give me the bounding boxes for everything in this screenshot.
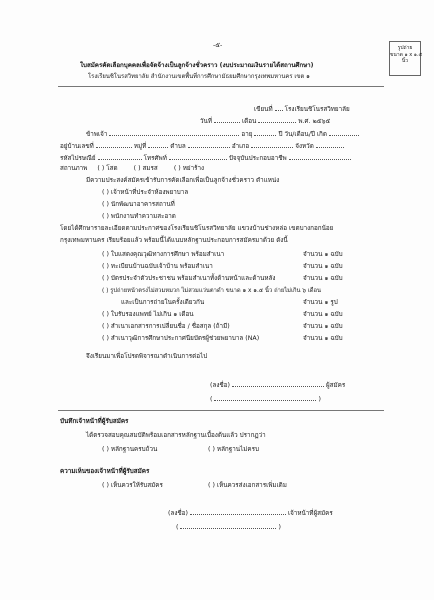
tambon-field[interactable] bbox=[188, 141, 230, 148]
phone-field[interactable] bbox=[169, 153, 227, 160]
doc-4-qty: จำนวน ๑ รูป bbox=[303, 299, 338, 306]
phone-label: โทรศัพท์ bbox=[143, 155, 167, 162]
date-month-field[interactable] bbox=[258, 116, 296, 123]
marital-married-checkbox[interactable]: ( ) สมรส bbox=[133, 165, 158, 172]
doc-5-checkbox[interactable]: ( ) ใบรับรองแพทย์ ไม่เกิน ๑ เดือน bbox=[102, 311, 194, 318]
birthdate-label: ปี วัน/เดือน/ปี เกิด bbox=[278, 131, 327, 138]
birthdate-field[interactable] bbox=[329, 129, 359, 136]
officer-signature-field[interactable] bbox=[190, 508, 286, 515]
written-at-row bbox=[254, 104, 350, 114]
name-row bbox=[86, 129, 359, 139]
province-field[interactable] bbox=[316, 141, 344, 148]
form-subtitle: โรงเรียนชิโนรสวิทยาลัย สำนักงานเขตพื้นที่การศึกษามัธยมศึกษากรุงเทพมหานคร เขต ๑ bbox=[88, 74, 310, 80]
name-label: ข้าพเจ้า bbox=[86, 131, 108, 138]
applicant-label: ผู้สมัคร bbox=[325, 382, 346, 389]
moo-label: หมู่ที่ bbox=[133, 143, 147, 150]
declaration-line1: โดยได้ศึกษารายละเอียดตามประกาศของโรงเรียนชิโนรสวิทยาลัย แขวงบ้านช่างหล่อ เขตบางกอกน้อย bbox=[60, 225, 334, 232]
doc-7-checkbox[interactable]: ( ) สำเนาวุฒิการศึกษาประกาศนียบัตรผู้ช่วยพยาบาล (NA) bbox=[102, 335, 260, 342]
officer-opinion-title: ความเห็นของเจ้าหน้าที่ผู้รับสมัคร bbox=[60, 468, 150, 475]
officer-printed-name-field[interactable] bbox=[180, 522, 276, 529]
officer-record-title: บันทึกเจ้าหน้าที่ผู้รับสมัคร bbox=[60, 418, 129, 425]
marital-divorced-checkbox[interactable]: ( ) หย่าร้าง bbox=[173, 165, 205, 172]
occupation-label: ปัจจุบันประกอบอาชีพ bbox=[228, 155, 287, 162]
photo-box-line3: นิ้ว bbox=[401, 58, 409, 64]
age-field[interactable] bbox=[254, 129, 276, 136]
form-title: ใบสมัครคัดเลือกบุคคลเพื่อจัดจ้างเป็นลูกจ้างชั่วคราว (งบประมาณเงินรายได้สถานศึกษา) bbox=[80, 62, 314, 69]
photo-box-line1: รูปถ่าย bbox=[397, 45, 413, 51]
applicant-signature-row bbox=[210, 380, 345, 390]
doc-1-checkbox[interactable]: ( ) ใบแสดงคุณวุฒิทางการศึกษา พร้อมสำเนา bbox=[102, 251, 225, 258]
tambon-label: ตำบล bbox=[170, 143, 186, 150]
date-year-label: พ.ศ. bbox=[298, 118, 311, 125]
doc-3-checkbox[interactable]: ( ) บัตรประจำตัวประชาชน พร้อมสำเนาทั้งด้านหน้าและด้านหลัง bbox=[102, 275, 276, 282]
apply-intro: มีความประสงค์สมัครเข้ารับการคัดเลือกเพื่อเป็นลูกจ้างชั่วคราว ตำแหน่ง bbox=[86, 177, 280, 184]
position-building-checkbox[interactable]: ( ) นักพัฒนาอาคารสถานที่ bbox=[102, 201, 175, 208]
house-label: อยู่บ้านเลขที่ bbox=[60, 143, 94, 150]
occupation-field[interactable] bbox=[289, 153, 351, 160]
marital-row bbox=[60, 165, 204, 173]
name-field[interactable] bbox=[109, 129, 239, 136]
written-at-value[interactable]: โรงเรียนชิโนรสวิทยาลัย bbox=[284, 106, 350, 113]
closing-text: จึงเรียนมาเพื่อโปรดพิจารณาดำเนินการต่อไป bbox=[86, 353, 208, 360]
date-row bbox=[200, 116, 330, 126]
date-day-label: วันที่ bbox=[200, 118, 212, 125]
date-year-value: ๒๕๖๕ bbox=[312, 118, 331, 125]
officer-signature-row bbox=[168, 508, 333, 518]
officer-record-text: ได้ตรวจสอบคุณสมบัติพร้อมเอกสารหลักฐานเบื้องต้นแล้ว ปรากฏว่า bbox=[86, 432, 266, 439]
marital-label: สถานภาพ bbox=[60, 165, 88, 172]
applicant-printed-name-field[interactable] bbox=[214, 394, 316, 401]
applicant-sign-label: (ลงชื่อ) bbox=[210, 382, 230, 389]
address-row bbox=[60, 141, 344, 151]
officer-printed-name-row: ( ) bbox=[176, 524, 281, 531]
doc-4-continued: และเป็นการถ่ายในครั้งเดียวกัน bbox=[121, 299, 205, 306]
date-month-label: เดือน bbox=[242, 118, 257, 125]
doc-7-qty: จำนวน ๑ ฉบับ bbox=[303, 335, 343, 342]
officer-label: เจ้าหน้าที่ผู้สมัคร bbox=[287, 510, 333, 517]
photo-box bbox=[389, 41, 421, 76]
opinion-more-docs-checkbox[interactable]: ( ) เห็นควรส่งเอกสารเพิ่มเติม bbox=[208, 482, 287, 489]
applicant-printed-name-row: ( ) bbox=[210, 396, 321, 403]
header-divider bbox=[58, 86, 384, 87]
postcode-label: รหัสไปรษณีย์ bbox=[60, 155, 96, 162]
age-label: อายุ bbox=[241, 131, 253, 138]
doc-2-checkbox[interactable]: ( ) ทะเบียนบ้านฉบับเจ้าบ้าน พร้อมสำเนา bbox=[102, 263, 213, 270]
province-label: จังหวัด bbox=[295, 143, 314, 150]
house-field[interactable] bbox=[96, 141, 132, 148]
date-day-field[interactable] bbox=[214, 116, 240, 123]
doc-5-qty: จำนวน ๑ ฉบับ bbox=[303, 311, 343, 318]
doc-6-checkbox[interactable]: ( ) สำเนาเอกสารการเปลี่ยนชื่อ / ชื่อสกุล (ถ้ามี) bbox=[102, 323, 230, 330]
written-at-label: เขียนที่ bbox=[254, 106, 273, 113]
page-number: -๕- bbox=[213, 42, 223, 49]
photo-box-line2: ขนาด ๑ x ๑.๕ bbox=[390, 51, 423, 58]
declaration-line2: กรุงเทพมหานคร เรียบร้อยแล้ว พร้อมนี้ได้แนบหลักฐานประกอบการสมัครมาด้วย ดังนี้ bbox=[60, 237, 288, 244]
postcode-field[interactable] bbox=[98, 153, 142, 160]
amphoe-field[interactable] bbox=[251, 141, 293, 148]
contact-row bbox=[60, 153, 351, 163]
doc-1-qty: จำนวน ๑ ฉบับ bbox=[303, 251, 343, 258]
section-divider bbox=[58, 410, 384, 411]
officer-sign-label: (ลงชื่อ) bbox=[168, 510, 188, 517]
applicant-signature-field[interactable] bbox=[232, 380, 324, 387]
marital-single-checkbox[interactable]: ( ) โสด bbox=[97, 165, 118, 172]
doc-4-checkbox[interactable]: ( ) รูปถ่ายหน้าตรงไม่สวมหมวก ไม่สวมแว่นตาดำ ขนาด ๑ x ๑.๕ นิ้ว ถ่ายไม่เกิน ๖ เดือน bbox=[102, 288, 322, 294]
amphoe-label: อำเภอ bbox=[231, 143, 250, 150]
opinion-accept-checkbox[interactable]: ( ) เห็นควรให้รับสมัคร bbox=[102, 482, 163, 489]
doc-6-qty: จำนวน ๑ ฉบับ bbox=[303, 323, 343, 330]
evidence-complete-checkbox[interactable]: ( ) หลักฐานครบถ้วน bbox=[102, 446, 158, 453]
position-cleaner-checkbox[interactable]: ( ) พนักงานทำความสะอาด bbox=[102, 213, 176, 220]
moo-field[interactable] bbox=[148, 141, 168, 148]
doc-3-qty: จำนวน ๑ ฉบับ bbox=[303, 275, 343, 282]
evidence-incomplete-checkbox[interactable]: ( ) หลักฐานไม่ครบ bbox=[208, 446, 259, 453]
position-nurse-checkbox[interactable]: ( ) เจ้าหน้าที่ประจำห้องพยาบาล bbox=[102, 189, 189, 196]
doc-2-qty: จำนวน ๑ ฉบับ bbox=[303, 263, 343, 270]
